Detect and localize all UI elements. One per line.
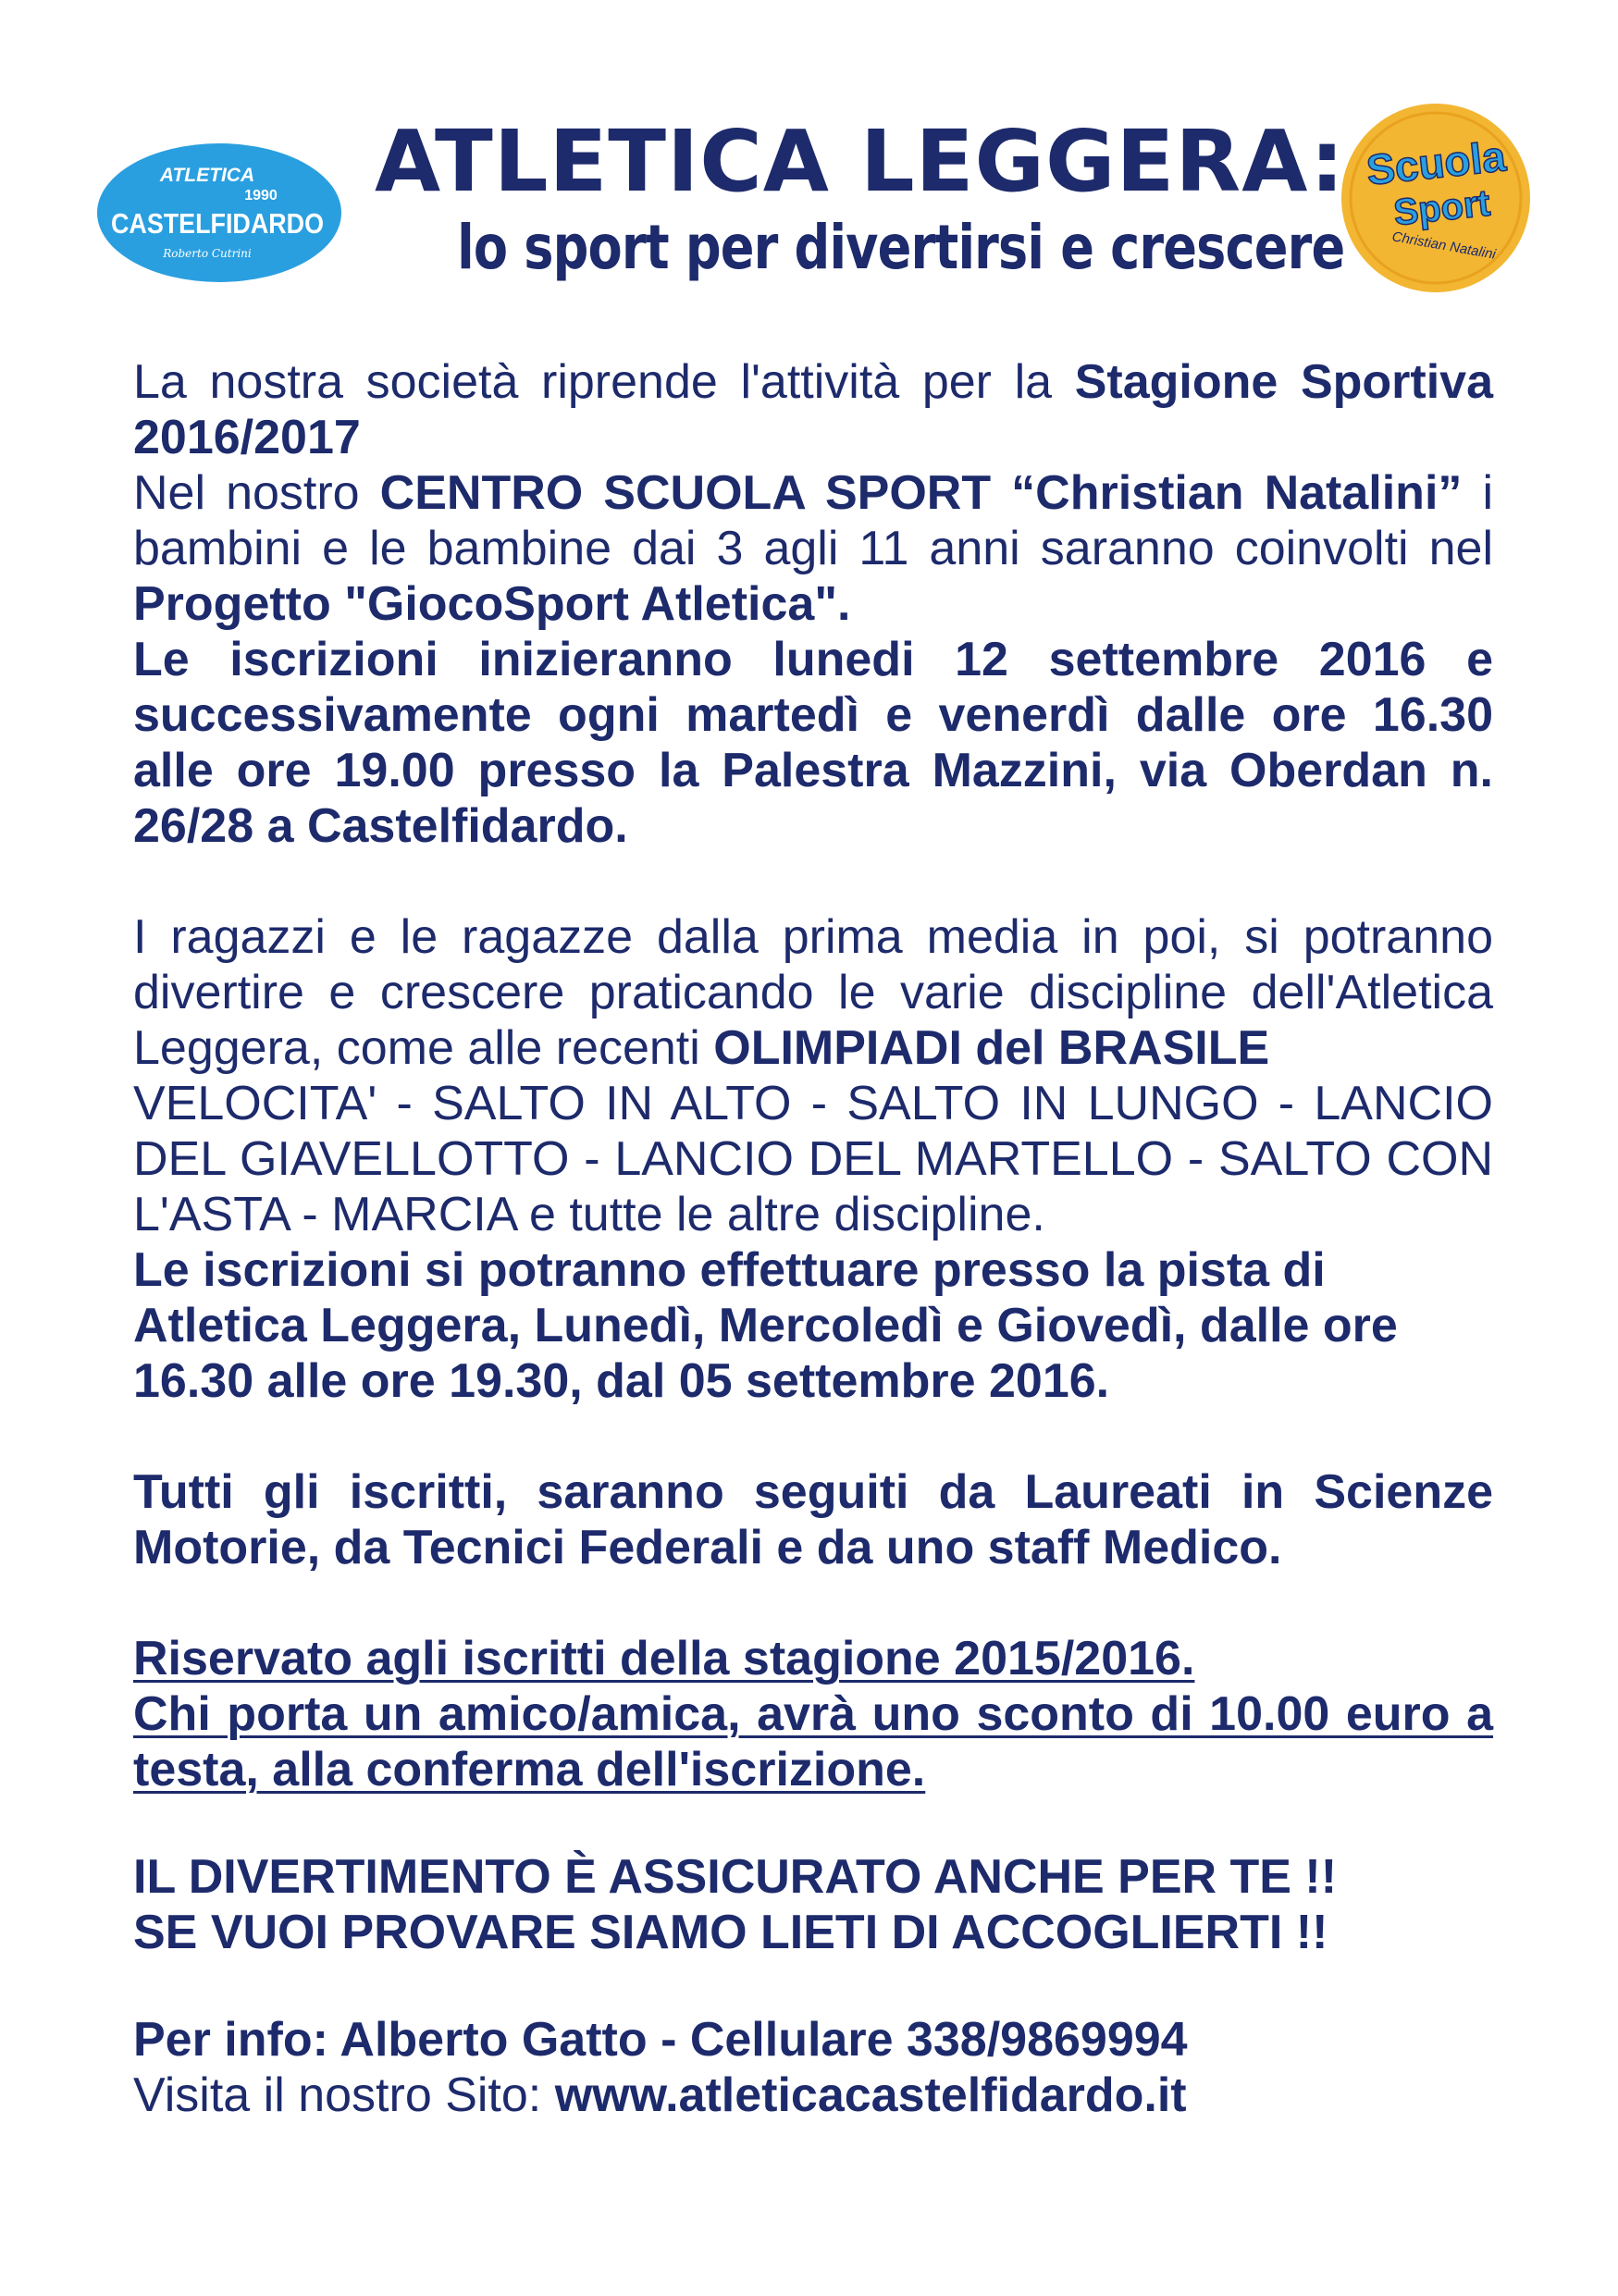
- contact-info: Per info: Alberto Gatto - Cellulare 338/9869994: [133, 2013, 1188, 2067]
- page-title: ATLETICA LEGGERA:: [375, 112, 1345, 211]
- svg-text:ATLETICA: ATLETICA: [159, 165, 255, 186]
- website-line: Visita il nostro Sito: www.atleticacastelfidardo.it: [133, 2068, 1187, 2122]
- paragraph-season: La nostra società riprende l'attività per la Stagione Sportiva 2016/2017: [133, 355, 1493, 464]
- paragraph-iscrizioni-pista: Le iscrizioni si potranno effettuare presso la pista di Atletica Leggera, Lunedì, Mercoledì e Giovedì, dalle ore 16.30 alle ore 19.30, dal 05 settembre 2016.: [133, 1243, 1398, 1408]
- slogan-line-1: IL DIVERTIMENTO È ASSICURATO ANCHE PER TE !!: [133, 1850, 1338, 1904]
- paragraph-sconto: Chi porta un amico/amica, avrà uno sconto di 10.00 euro a testa, alla conferma dell'iscrizione.: [133, 1687, 1493, 1796]
- paragraph-scuola-sport: Nel nostro CENTRO SCUOLA SPORT “Christian Natalini” i bambini e le bambine dai 3 agli 11 anni saranno coinvolti nel Progetto "GiocoSport Atletica".: [133, 466, 1493, 631]
- svg-text:Roberto Cutrini: Roberto Cutrini: [163, 247, 252, 260]
- website-link[interactable]: www.atleticacastelfidardo.it: [554, 2068, 1187, 2122]
- slogan-line-2: SE VUOI PROVARE SIAMO LIETI DI ACCOGLIERTI !!: [133, 1906, 1328, 1959]
- page-subtitle: lo sport per divertirsi e crescere: [457, 212, 1345, 283]
- svg-text:1990: 1990: [244, 188, 278, 204]
- scuola-sport-logo: [1340, 102, 1532, 294]
- paragraph-riservato: Riservato agli iscritti della stagione 2015/2016.: [133, 1632, 1195, 1685]
- paragraph-discipline: VELOCITA' - SALTO IN ALTO - SALTO IN LUNGO - LANCIO DEL GIAVELLOTTO - LANCIO DEL MARTELLO - SALTO CON L'ASTA - MARCIA e tutte le altre discipline.: [133, 1077, 1493, 1241]
- svg-text:Christian Natalini: Christian Natalini: [1390, 228, 1498, 263]
- svg-text:Scuola: Scuola: [1364, 131, 1509, 194]
- svg-text:Sport: Sport: [1391, 182, 1492, 234]
- paragraph-ragazzi: I ragazzi e le ragazze dalla prima media in poi, si potranno divertire e crescere praticando le varie discipline dell'Atletica Leggera, come alle recenti OLIMPIADI del BRASILE: [133, 910, 1493, 1075]
- paragraph-staff: Tutti gli iscritti, saranno seguiti da Laureati in Scienze Motorie, da Tecnici Federali e da uno staff Medico.: [133, 1465, 1493, 1574]
- atletica-castelfidardo-logo: [96, 142, 342, 283]
- svg-text:CASTELFIDARDO: CASTELFIDARDO: [111, 207, 324, 240]
- paragraph-iscrizioni-bambini: Le iscrizioni inizieranno lunedi 12 settembre 2016 e successivamente ogni martedì e venerdì dalle ore 16.30 alle ore 19.00 presso la Palestra Mazzini, via Oberdan n. 26/28 a Castelfidardo.: [133, 633, 1493, 853]
- flyer-body: [133, 354, 1493, 2123]
